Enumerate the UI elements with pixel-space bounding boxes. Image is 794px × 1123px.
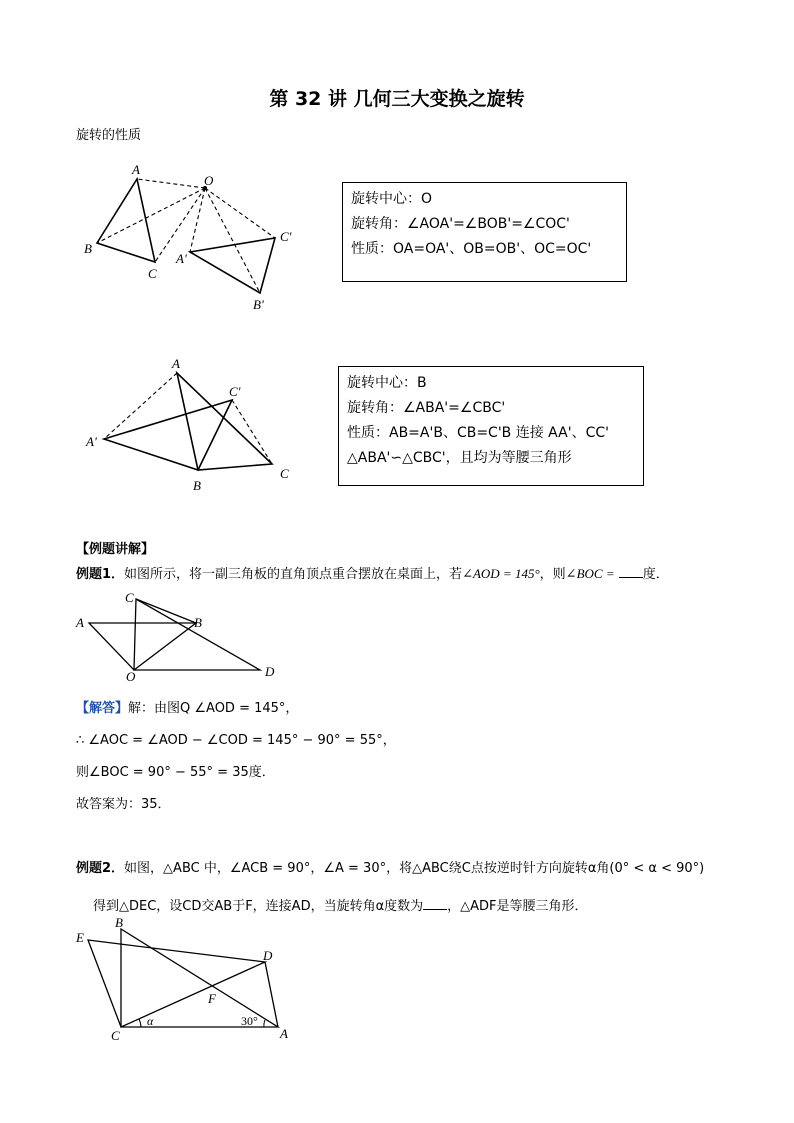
page-title: 第 32 讲 几何三大变换之旋转: [269, 88, 525, 110]
fig2-label-a-prime: A': [86, 434, 97, 449]
fig1-label-b-prime: B': [253, 297, 264, 312]
segment-ad: [265, 962, 278, 1027]
triangle-dec: [88, 940, 265, 1027]
ex1-label-c: C: [125, 590, 134, 605]
ex2-label-d: D: [263, 948, 273, 963]
box1-center: 旋转中心：O: [351, 191, 433, 207]
example-1-ask: ∠BOC =: [565, 566, 615, 581]
fig1-label-a-prime: A': [176, 251, 187, 266]
fig2-label-c-prime: C': [229, 384, 241, 399]
fig2-label-c: C: [280, 466, 289, 481]
examples-heading: 【例题讲解】: [76, 542, 155, 557]
example-1-tag: 例题1．: [76, 567, 125, 582]
example-2-text-2b: ，△ADF是等腰三角形．: [447, 899, 588, 914]
fig2-label-a: A: [172, 356, 180, 371]
ex1-label-a: A: [76, 615, 84, 630]
ex2-label-e: E: [76, 930, 84, 945]
box1-property: 性质：OA=OA'、OB=OB'、OC=OC': [351, 241, 592, 257]
example-1-text-mid: ，则: [539, 567, 566, 582]
ex1-label-d: D: [265, 664, 275, 679]
triangle-abc-ex2: [121, 929, 278, 1027]
fig1-label-c-prime: C': [280, 229, 292, 244]
example-1-text-before: 如图所示，将一副三角板的直角顶点重合摆放在桌面上，若: [124, 567, 463, 582]
fig1-label-a: A: [132, 162, 140, 177]
ex1-label-o: O: [126, 669, 136, 684]
angle-30-arc: [264, 1020, 265, 1027]
example-1-solution-line-2: ∴ ∠AOC = ∠AOD − ∠COD = 145° − 90° = 55°，: [76, 733, 396, 748]
solution-tag: 【解答】: [76, 701, 129, 716]
box1-angle: 旋转角：∠AOA'=∠BOB'=∠COC': [351, 216, 570, 232]
section-heading: 旋转的性质: [76, 128, 142, 143]
ex2-label-c: C: [111, 1028, 120, 1043]
example-1-solution-line-3: 则∠BOC = 90° − 55° = 35度．: [76, 765, 275, 780]
fig1-label-c: C: [148, 266, 157, 281]
example-2-text-1: 如图，△ABC 中，∠ACB = 90°，∠A = 30°，将△ABC绕C点按逆时针方向旋转α角(0° < α < 90°): [124, 861, 705, 876]
example-2-text-2a: 得到△DEC，设CD交AB于F，连接AD，当旋转角α度数为: [93, 899, 424, 914]
example-1-answer: 故答案为：35．: [76, 797, 171, 812]
example-1-text-after: 度．: [642, 567, 669, 582]
angle-alpha-arc: [139, 1019, 141, 1027]
fig1-label-o: O: [204, 173, 214, 188]
ex2-label-angle-30: 30°: [241, 1014, 258, 1028]
ex2-label-alpha: α: [147, 1014, 154, 1028]
box2-similar: △ABA'∽△CBC'，且均为等腰三角形: [347, 450, 572, 466]
ex1-label-b: B: [194, 615, 202, 630]
ex2-label-f: F: [208, 991, 216, 1006]
box2-angle: 旋转角：∠ABA'=∠CBC': [347, 400, 506, 416]
example-2-tag: 例题2．: [76, 861, 125, 876]
ex2-label-a: A: [280, 1026, 288, 1041]
box2-center: 旋转中心：B: [347, 375, 427, 391]
solution-text-1: 解：由图Q ∠AOD = 145°，: [128, 701, 299, 716]
fig2-label-b: B: [193, 478, 201, 493]
box2-property: 性质：AB=A'B、CB=C'B 连接 AA'、CC': [347, 425, 609, 441]
fig1-label-b: B: [84, 241, 92, 256]
example-1-condition: ∠AOD = 145°: [462, 566, 540, 581]
ex2-label-b: B: [115, 915, 123, 930]
